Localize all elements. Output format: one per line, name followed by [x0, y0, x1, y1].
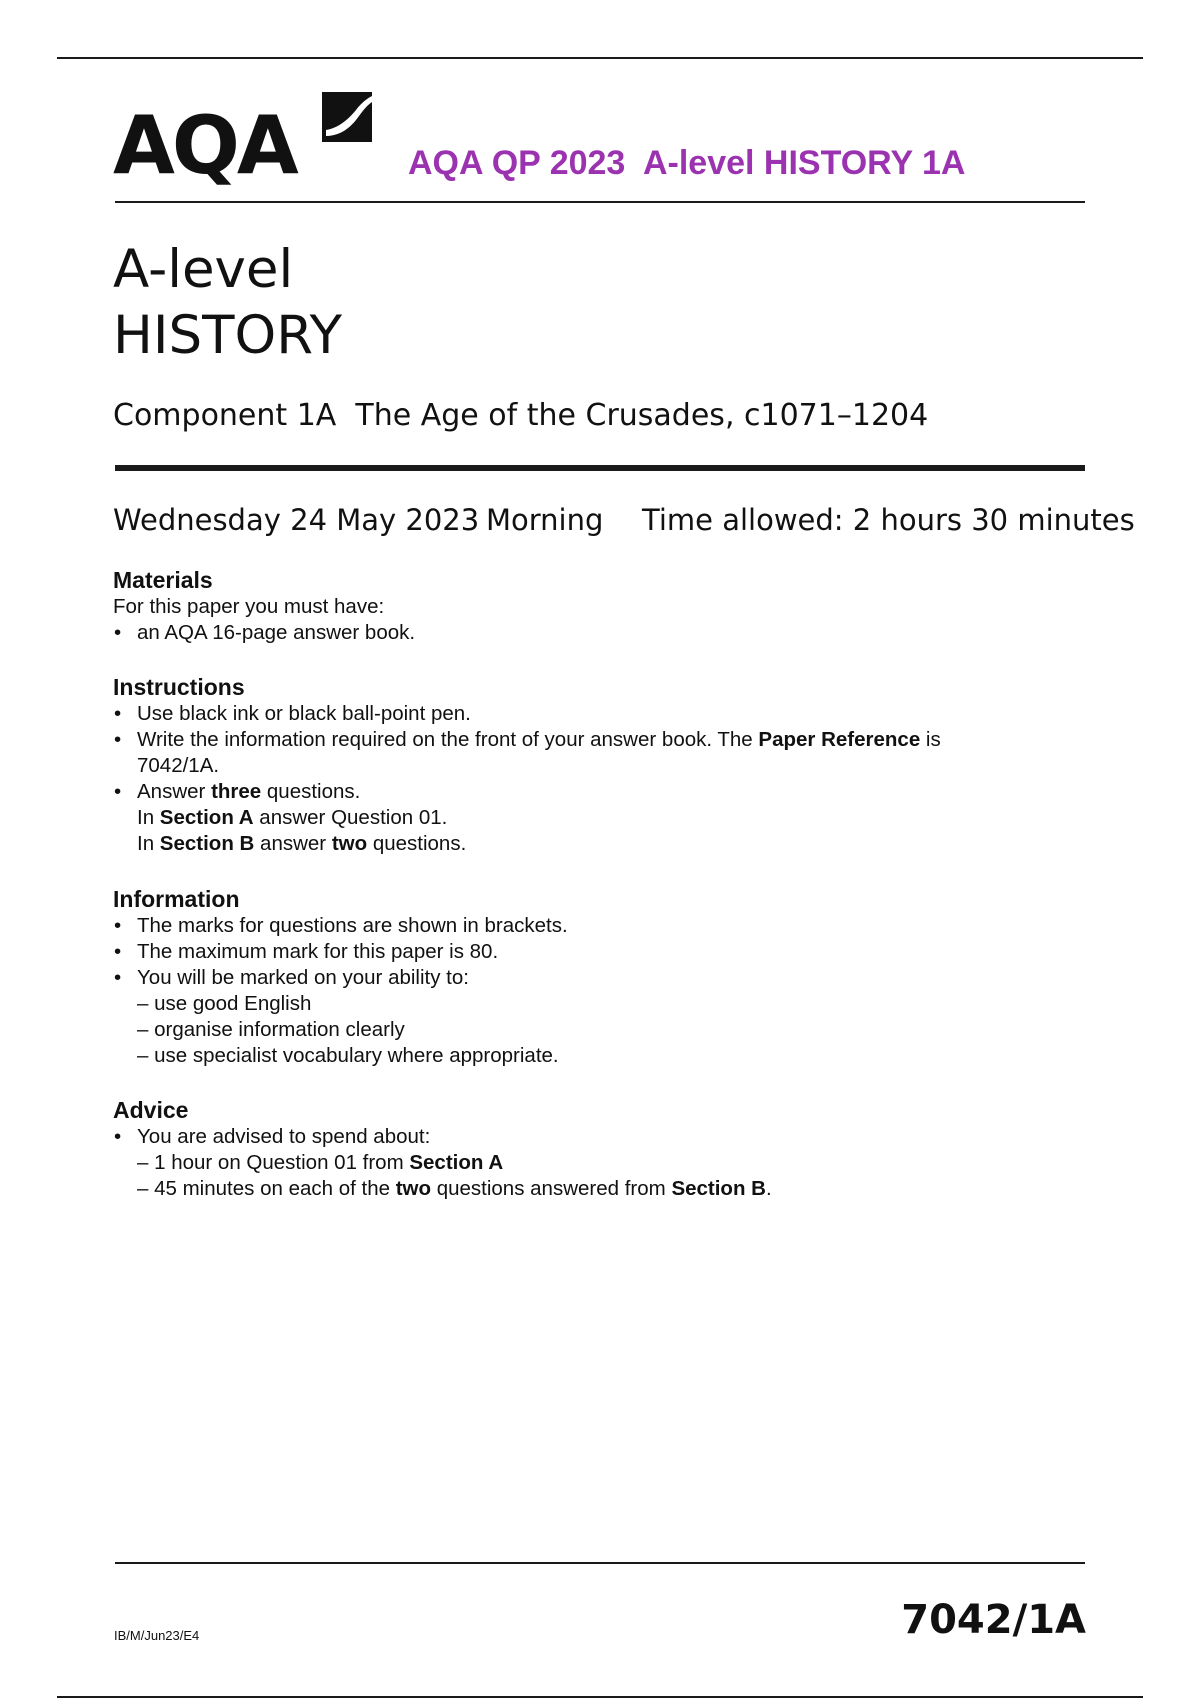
aqa-logo-mark-icon	[318, 90, 376, 150]
instructions-section	[113, 673, 1073, 857]
instructions-heading: Instructions	[113, 674, 245, 700]
list-item: • The marks for questions are shown in brackets.	[113, 913, 1073, 939]
text-span: questions answered from	[431, 1177, 672, 1200]
text-span: – 1 hour on Question 01 from	[137, 1151, 410, 1174]
list-subitem	[113, 1150, 1073, 1176]
list-subitem	[113, 805, 1073, 831]
list-subitem: – use specialist vocabulary where appropriate.	[137, 1044, 559, 1067]
instructions-list	[113, 701, 1073, 857]
list-item: • You are advised to spend about:	[113, 1124, 1073, 1150]
qp-title: AQA QP 2023 A-level HISTORY 1A	[408, 144, 966, 182]
paper-reference: 7042/1A	[901, 1597, 1086, 1643]
paper-reference-label: Paper Reference	[758, 728, 921, 751]
materials-section	[113, 566, 1073, 646]
list-item	[113, 727, 1073, 779]
list-item: • The maximum mark for this paper is 80.	[113, 939, 1073, 965]
list-item: • Use black ink or black ball-point pen.	[113, 701, 1073, 727]
subject-title: HISTORY	[113, 305, 343, 366]
emphasis: Section A	[159, 806, 254, 829]
materials-heading: Materials	[113, 567, 213, 593]
aqa-logo	[113, 88, 375, 192]
emphasis: Section B	[159, 832, 255, 855]
emphasis: three	[211, 780, 262, 803]
title-divider	[115, 465, 1085, 471]
header-divider	[115, 201, 1085, 203]
advice-list	[113, 1124, 1073, 1202]
bottom-rule	[57, 1696, 1143, 1698]
qualification-level: A-level	[113, 239, 294, 300]
text-span: answer	[254, 832, 332, 855]
materials-list	[113, 620, 1073, 646]
document-code: IB/M/Jun23/E4	[114, 1628, 200, 1643]
emphasis: two	[395, 1177, 431, 1200]
exam-session: Morning	[486, 503, 604, 537]
information-list	[113, 913, 1073, 1069]
advice-heading: Advice	[113, 1097, 189, 1123]
list-item	[113, 779, 1073, 805]
advice-section	[113, 1096, 1073, 1202]
materials-intro: For this paper you must have:	[113, 595, 385, 618]
information-section	[113, 885, 1073, 1069]
time-allowed: Time allowed: 2 hours 30 minutes	[642, 503, 1135, 537]
emphasis: Section B	[671, 1177, 766, 1200]
text-span: Write the information required on the front of your answer book. The	[137, 728, 759, 751]
aqa-logo-text: AQA	[113, 99, 296, 192]
paper-reference-value: 7042/1A.	[137, 754, 220, 777]
text-span: is	[920, 728, 941, 751]
emphasis: two	[331, 832, 368, 855]
list-subitem: – organise information clearly	[137, 1018, 405, 1041]
information-heading: Information	[113, 886, 240, 912]
text-span: questions.	[261, 780, 361, 803]
list-item: • an AQA 16-page answer book.	[113, 620, 1073, 646]
text-span: answer Question 01.	[253, 806, 448, 829]
list-subitem: – use good English	[137, 992, 312, 1015]
exam-date: Wednesday 24 May 2023	[113, 503, 480, 537]
top-rule	[57, 57, 1143, 59]
list-item: • You will be marked on your ability to:	[113, 965, 1073, 991]
text-span: .	[765, 1177, 772, 1200]
list-subitem	[113, 1176, 1073, 1202]
text-span: Answer	[137, 780, 212, 803]
emphasis: Section A	[409, 1151, 504, 1174]
list-subitem	[113, 831, 1073, 857]
text-span: – 45 minutes on each of the	[137, 1177, 396, 1200]
component-title: Component 1A The Age of the Crusades, c1071–1204	[113, 398, 929, 433]
text-span: In	[137, 832, 160, 855]
text-span: In	[137, 806, 160, 829]
text-span: questions.	[367, 832, 467, 855]
footer-divider	[115, 1562, 1085, 1564]
